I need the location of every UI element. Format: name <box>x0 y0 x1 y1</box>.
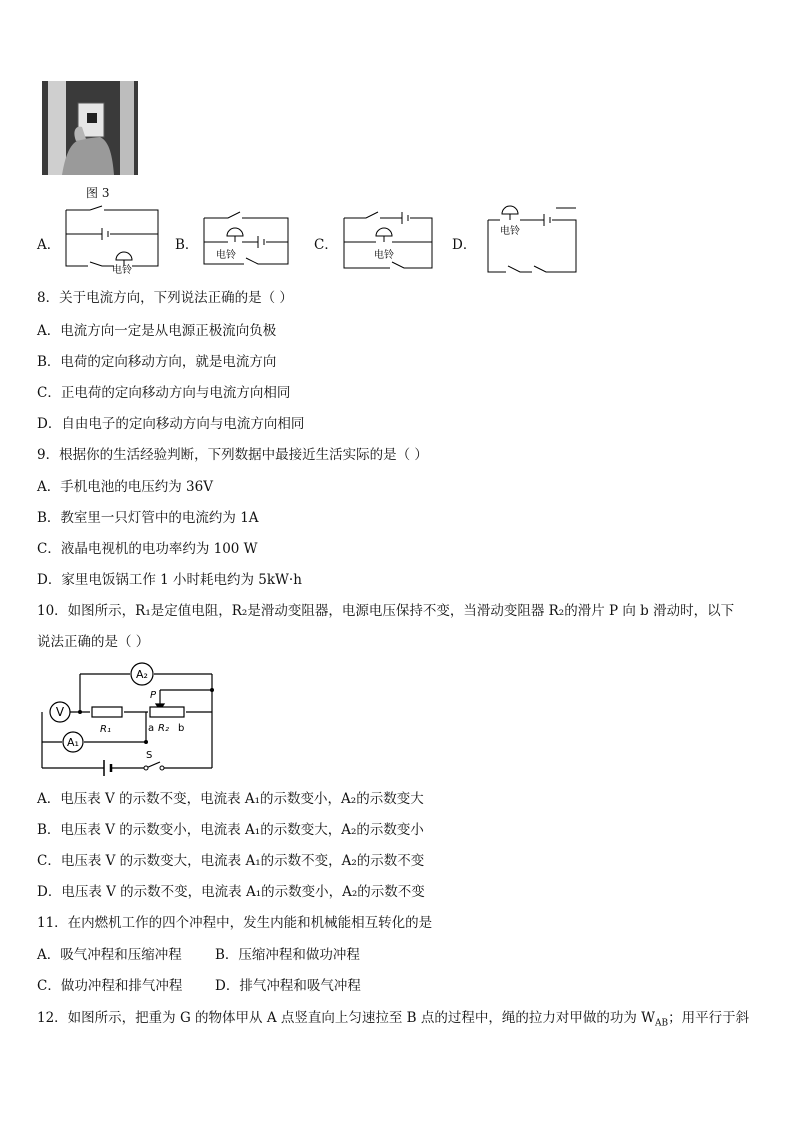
q11-option-c: C．做功冲程和排气冲程 <box>37 978 183 994</box>
figure-3-caption: 图 3 <box>86 186 110 200</box>
ammeter-a1-label: A₁ <box>67 736 79 749</box>
q10-option-d: D．电压表 V 的示数不变，电流表 A₁的示数变小，A₂的示数不变 <box>37 884 425 900</box>
ammeter-a2-label: A₂ <box>136 668 148 681</box>
q8-option-b: B．电荷的定向移动方向，就是电流方向 <box>37 354 277 370</box>
slider-p-label: P <box>150 690 157 701</box>
circuit-option-b <box>200 206 292 272</box>
q8-stem: 8．关于电流方向，下列说法正确的是（ ） <box>37 290 293 306</box>
switch-s-label: S <box>146 750 153 761</box>
option-a-label: A． <box>37 237 61 253</box>
terminal-b-label: b <box>178 723 185 734</box>
q12-stem-text: 12．如图所示，把重为 G 的物体甲从 A 点竖直向上匀速拉至 B 点的过程中，绳的拉力对甲做的功为 W <box>37 1010 656 1026</box>
terminal-a-label: a <box>148 723 155 734</box>
bell-label-a: 电铃 <box>112 265 132 274</box>
q10-circuit-diagram <box>38 660 224 778</box>
bell-label-c: 电铃 <box>374 250 394 261</box>
r1-label: R₁ <box>100 724 111 735</box>
option-b-label: B． <box>175 237 199 253</box>
figure-3-photo <box>42 81 138 175</box>
q10-stem-line1: 10．如图所示，R₁是定值电阻，R₂是滑动变阻器，电源电压保持不变，当滑动变阻器 R₂的滑片 P 向 b 滑动时，以下 <box>37 603 735 619</box>
bell-label-d: 电铃 <box>500 226 520 237</box>
r2-label: R₂ <box>158 723 169 734</box>
q11-option-b: B．压缩冲程和做功冲程 <box>215 947 360 963</box>
option-d-label: D． <box>452 237 477 253</box>
q9-option-a: A．手机电池的电压约为 36V <box>37 479 213 495</box>
circuit-option-d <box>484 200 584 276</box>
q8-option-d: D．自由电子的定向移动方向与电流方向相同 <box>37 416 305 432</box>
q8-option-a: A．电流方向一定是从电源正极流向负极 <box>37 323 277 339</box>
q9-option-c: C．液晶电视机的电功率约为 100 W <box>37 541 258 557</box>
q9-option-b: B．教室里一只灯管中的电流约为 1A <box>37 510 259 526</box>
q10-option-a: A．电压表 V 的示数不变，电流表 A₁的示数变小，A₂的示数变大 <box>37 791 424 807</box>
q12-stem <box>37 1009 749 1033</box>
q11-stem: 11．在内燃机工作的四个冲程中，发生内能和机械能相互转化的是 <box>37 915 433 931</box>
q10-option-c: C．电压表 V 的示数变大，电流表 A₁的示数不变，A₂的示数不变 <box>37 853 425 869</box>
q9-stem: 9．根据你的生活经验判断，下列数据中最接近生活实际的是（ ） <box>37 447 428 463</box>
q12-stem-tail: ；用平行于斜 <box>668 1010 750 1026</box>
q11-option-a: A．吸气冲程和压缩冲程 <box>37 947 182 963</box>
q9-option-d: D．家里电饭锅工作 1 小时耗电约为 5kW·h <box>37 572 302 588</box>
voltmeter-v-label: V <box>55 705 65 719</box>
q11-option-d: D．排气冲程和吸气冲程 <box>215 978 361 994</box>
q10-stem-line2: 说法正确的是（ ） <box>37 634 150 650</box>
q8-option-c: C．正电荷的定向移动方向与电流方向相同 <box>37 385 291 401</box>
q10-option-b: B．电压表 V 的示数变小，电流表 A₁的示数变大，A₂的示数变小 <box>37 822 424 838</box>
bell-label-b: 电铃 <box>216 250 236 261</box>
option-c-label: C． <box>314 237 338 253</box>
q12-subscript: AB <box>655 1018 669 1029</box>
circuit-option-a <box>62 204 162 274</box>
circuit-option-c <box>340 206 436 272</box>
